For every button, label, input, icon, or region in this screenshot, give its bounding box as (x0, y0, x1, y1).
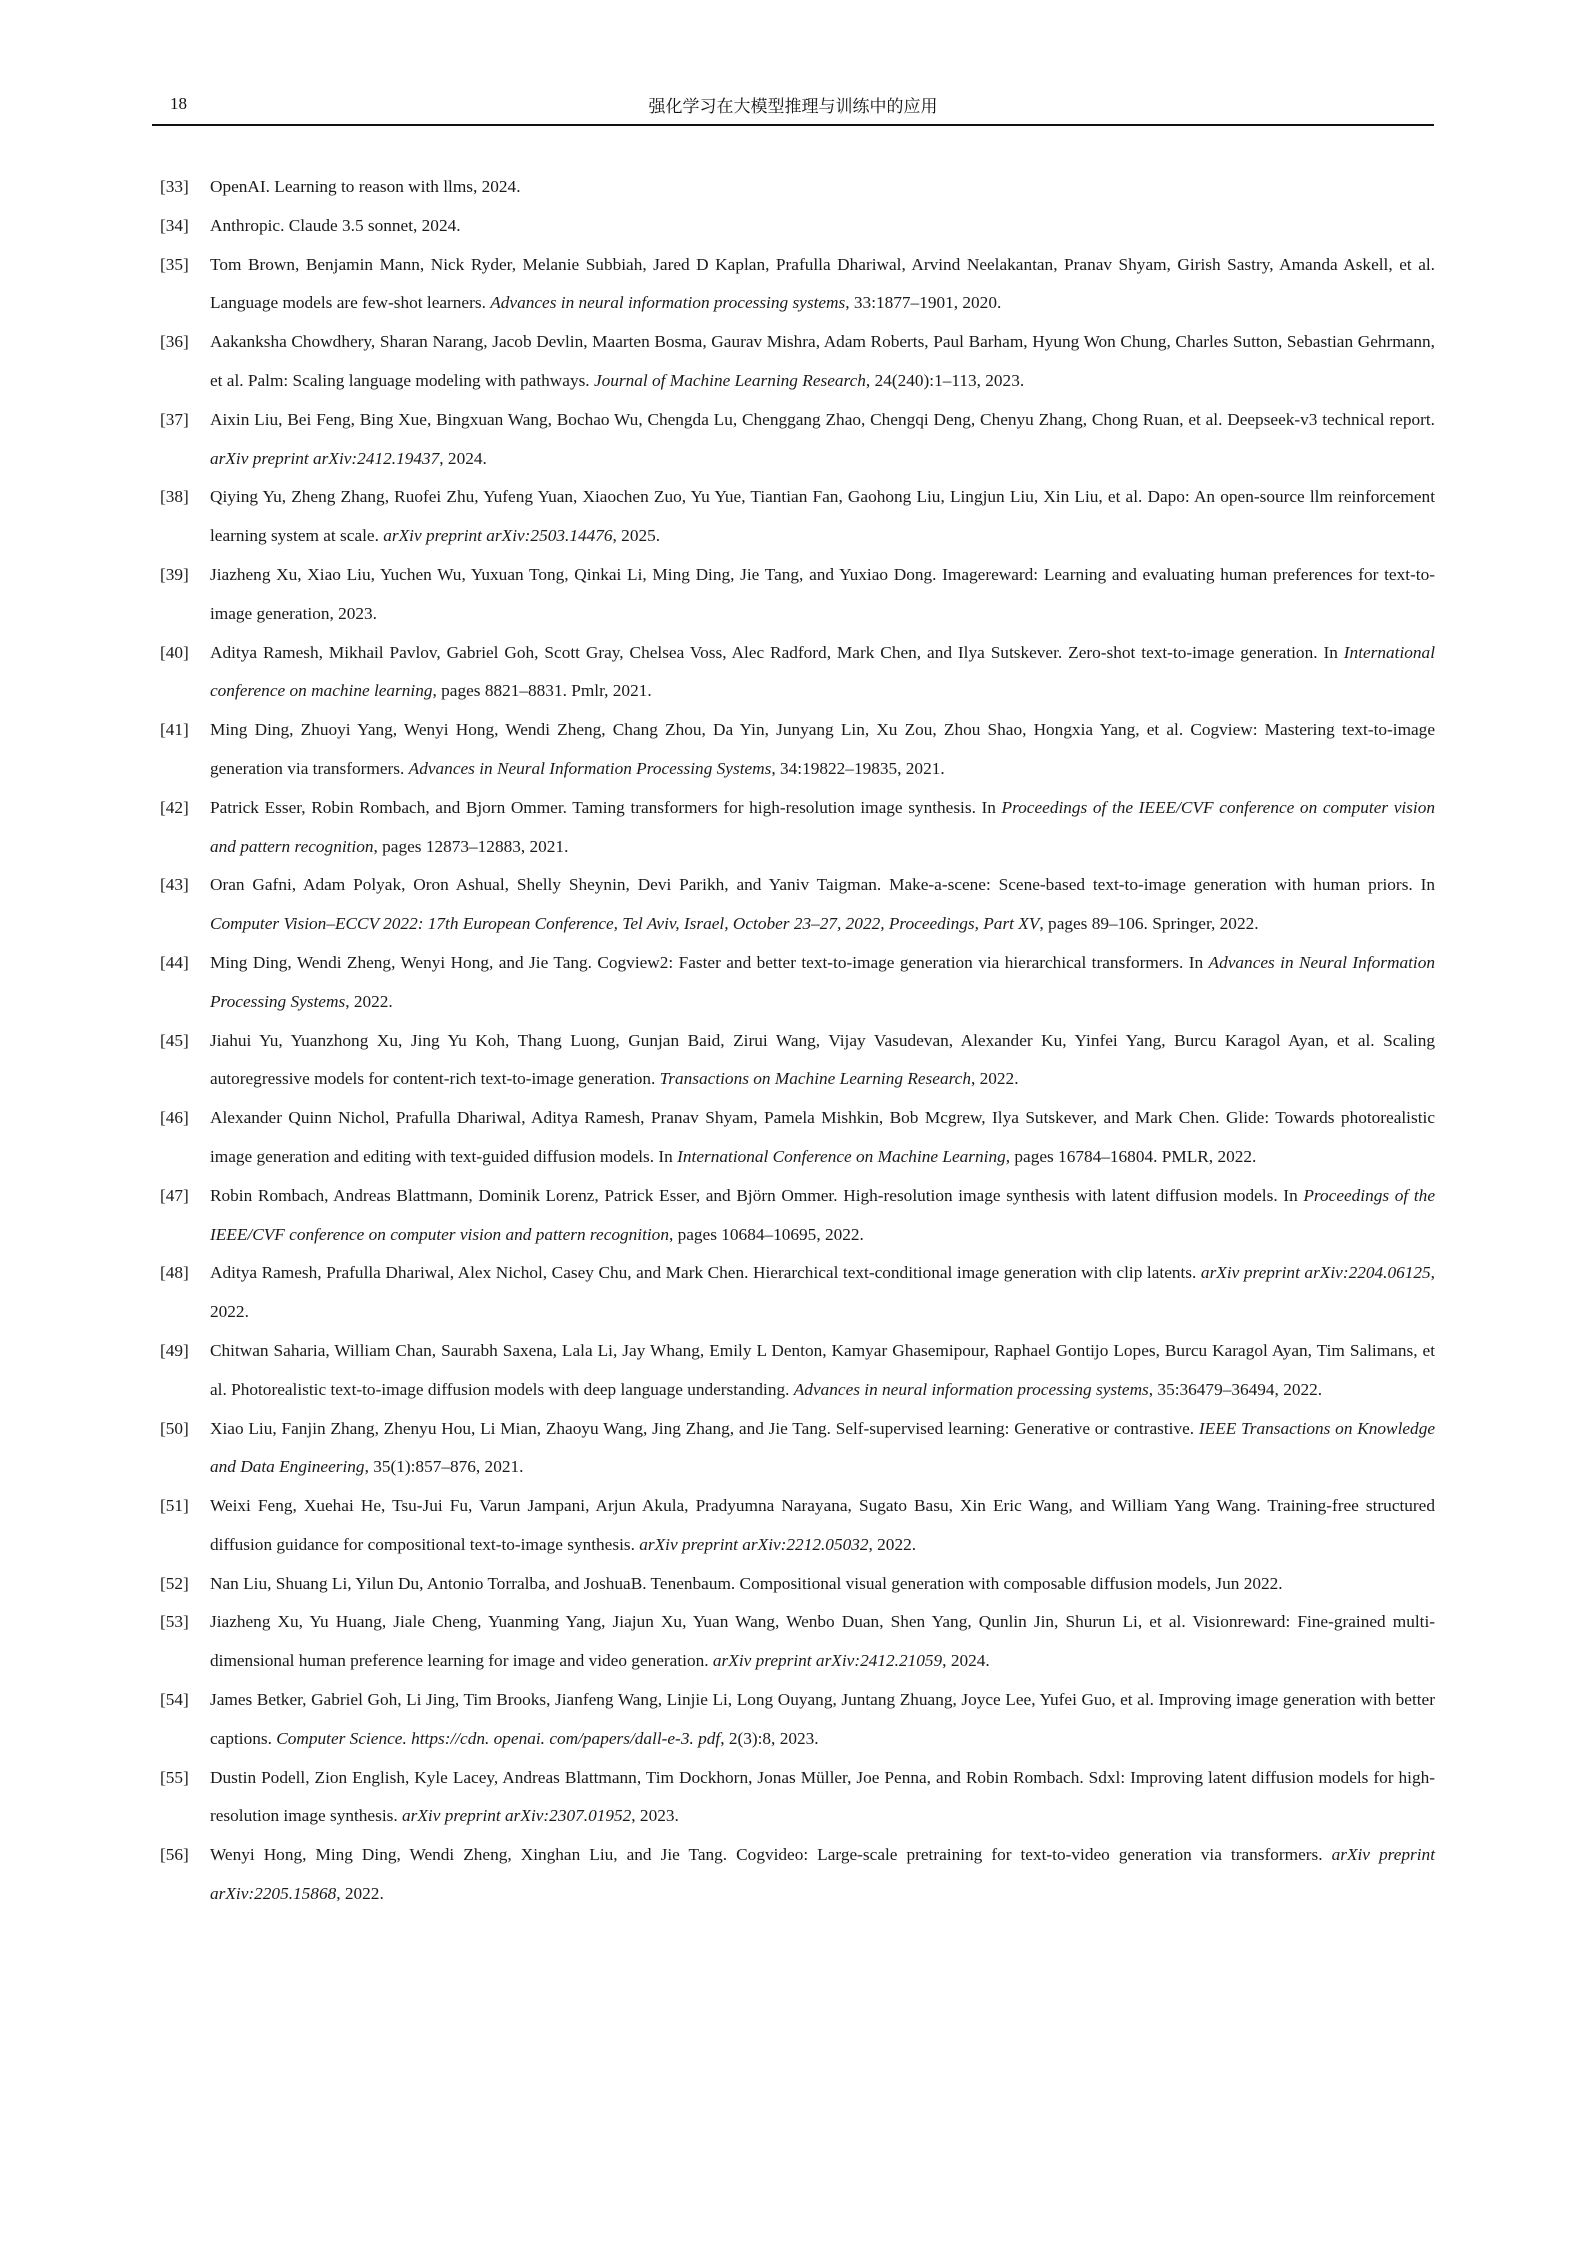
reference-authors-title: Nan Liu, Shuang Li, Yilun Du, Antonio Torralba, and JoshuaB. Tenenbaum. Compositional visual generation with composable diffusion models, Jun 2022. (210, 1573, 1283, 1593)
reference-details: , pages 16784–16804. PMLR, 2022. (1005, 1146, 1257, 1166)
reference-venue: Advances in neural information processing systems (490, 293, 846, 313)
reference-number: [44] (160, 952, 189, 972)
reference-number: [42] (160, 797, 189, 817)
reference-list (160, 168, 1435, 1914)
reference-details: , 2022. (336, 1884, 384, 1904)
reference-item (160, 1410, 1435, 1488)
reference-venue: Advances in Neural Information Processing Systems (210, 952, 1435, 1011)
reference-item (160, 401, 1435, 479)
reference-venue: International conference on machine learning (210, 642, 1435, 701)
reference-item (160, 866, 1435, 944)
reference-item (160, 246, 1435, 324)
reference-venue: Journal of Machine Learning Research (593, 370, 866, 390)
reference-authors-title: Tom Brown, Benjamin Mann, Nick Ryder, Melanie Subbiah, Jared D Kaplan, Prafulla Dhariwal, Arvind Neelakantan, Pranav Shyam, Girish Sastry, Amanda Askell, et al. Language models are few-shot learners. (210, 254, 1435, 313)
reference-number: [41] (160, 720, 189, 740)
reference-number: [46] (160, 1108, 189, 1128)
reference-authors-title: Jiazheng Xu, Yu Huang, Jiale Cheng, Yuanming Yang, Jiajun Xu, Yuan Wang, Wenbo Duan, Shen Yang, Qunlin Jin, Shurun Li, et al. Visionreward: Fine-grained multi-dimensional human preference learning for image and video generation. (210, 1612, 1435, 1671)
reference-item (160, 1836, 1435, 1914)
reference-item (160, 1332, 1435, 1410)
reference-item (160, 1603, 1435, 1681)
reference-authors-title: Dustin Podell, Zion English, Kyle Lacey, Andreas Blattmann, Tim Dockhorn, Jonas Müller, Joe Penna, and Robin Rombach. Sdxl: Improving latent diffusion models for high-resolution image synthesis. (210, 1767, 1435, 1826)
reference-details: , 2022. (868, 1534, 917, 1554)
reference-authors-title: Aditya Ramesh, Mikhail Pavlov, Gabriel Goh, Scott Gray, Chelsea Voss, Alec Radford, Mark Chen, and Ilya Sutskever. Zero-shot text-to-image generation. In (210, 642, 1344, 662)
reference-authors-title: Xiao Liu, Fanjin Zhang, Zhenyu Hou, Li Mian, Zhaoyu Wang, Jing Zhang, and Jie Tang. Self-supervised learning: Generative or contrastive. (210, 1418, 1199, 1438)
reference-number: [33] (160, 177, 189, 196)
reference-venue: arXiv preprint arXiv:2503.14476 (383, 526, 613, 546)
page-header (152, 92, 1434, 126)
reference-number: [47] (160, 1185, 189, 1205)
reference-item (160, 207, 1435, 246)
reference-item (160, 1099, 1435, 1177)
reference-venue: Computer Vision–ECCV 2022: 17th European Conference, Tel Aviv, Israel, October 23–27, 2022, Proceedings, Part XV (210, 914, 1040, 934)
reference-number: [43] (160, 875, 189, 895)
reference-authors-title: Jiazheng Xu, Xiao Liu, Yuchen Wu, Yuxuan Tong, Qinkai Li, Ming Ding, Jie Tang, and Yuxiao Dong. Imagereward: Learning and evaluating human preferences for text-to-image generation, 2023. (210, 564, 1435, 623)
reference-item (160, 1177, 1435, 1255)
reference-details: , 2(3):8, 2023. (720, 1728, 819, 1748)
reference-number: [37] (160, 409, 189, 429)
reference-number: [53] (160, 1612, 189, 1632)
header-rule (152, 124, 1434, 126)
reference-number: [56] (160, 1845, 189, 1865)
reference-number: [45] (160, 1030, 189, 1050)
reference-number: [40] (160, 642, 189, 662)
reference-details: , 33:1877–1901, 2020. (845, 293, 1002, 313)
reference-details: , pages 8821–8831. Pmlr, 2021. (432, 681, 652, 701)
reference-authors-title: Ming Ding, Zhuoyi Yang, Wenyi Hong, Wendi Zheng, Chang Zhou, Da Yin, Junyang Lin, Xu Zou, Zhou Shao, Hongxia Yang, et al. Cogview: Mastering text-to-image generation via transformers. (210, 720, 1435, 778)
reference-item (160, 711, 1435, 789)
reference-item (160, 1681, 1435, 1759)
reference-venue: arXiv preprint arXiv:2204.06125 (1200, 1263, 1431, 1283)
reference-authors-title: Ming Ding, Wendi Zheng, Wenyi Hong, and Jie Tang. Cogview2: Faster and better text-to-image generation via hierarchical transformers. In (210, 952, 1209, 972)
reference-authors-title: James Betker, Gabriel Goh, Li Jing, Tim Brooks, Jianfeng Wang, Linjie Li, Long Ouyang, Juntang Zhuang, Joyce Lee, Yufei Guo, et al. Improving image generation with better captions. (210, 1690, 1435, 1748)
reference-number: [51] (160, 1496, 189, 1516)
reference-authors-title: Aditya Ramesh, Prafulla Dhariwal, Alex Nichol, Casey Chu, and Mark Chen. Hierarchical text-conditional image generation with clip latents. (210, 1263, 1201, 1283)
reference-venue: Advances in neural information processing systems (793, 1379, 1149, 1399)
reference-venue: arXiv preprint arXiv:2412.19437 (210, 448, 440, 468)
reference-venue: arXiv preprint arXiv:2412.21059 (712, 1651, 943, 1671)
reference-venue: Proceedings of the IEEE/CVF conference on computer vision and pattern recognition (210, 797, 1435, 856)
running-title: 强化学习在大模型推理与训练中的应用 (648, 97, 938, 117)
reference-details: , 2023. (631, 1806, 679, 1826)
reference-item (160, 789, 1435, 867)
reference-number: [49] (160, 1340, 189, 1360)
reference-details: , 35:36479–36494, 2022. (1148, 1379, 1323, 1399)
reference-details: , 2022. (970, 1069, 1019, 1089)
reference-details: , 2022. (345, 991, 393, 1011)
reference-authors-title: OpenAI. Learning to reason with llms, 2024. (210, 177, 521, 196)
reference-number: [55] (160, 1767, 189, 1787)
reference-authors-title: Robin Rombach, Andreas Blattmann, Dominik Lorenz, Patrick Esser, and Björn Ommer. High-resolution image synthesis with latent diffusion models. In (210, 1185, 1304, 1205)
reference-number: [36] (160, 332, 189, 352)
reference-number: [54] (160, 1690, 189, 1710)
reference-item (160, 168, 1435, 207)
reference-details: , pages 12873–12883, 2021. (373, 836, 569, 856)
reference-venue: arXiv preprint arXiv:2205.15868 (210, 1845, 1436, 1904)
reference-venue: Computer Science. https://cdn. openai. com/papers/dall-e-3. pdf (276, 1728, 721, 1748)
reference-item (160, 323, 1435, 401)
reference-authors-title: Anthropic. Claude 3.5 sonnet, 2024. (210, 215, 461, 235)
reference-details: , 2025. (612, 526, 661, 546)
reference-number: [48] (160, 1263, 189, 1283)
reference-number: [38] (160, 487, 189, 507)
reference-authors-title: Jiahui Yu, Yuanzhong Xu, Jing Yu Koh, Thang Luong, Gunjan Baid, Zirui Wang, Vijay Vasudevan, Alexander Ku, Yinfei Yang, Burcu Karagol Ayan, et al. Scaling autoregressive models for content-rich text-to-image generation. (210, 1030, 1435, 1089)
reference-details: , 2024. (942, 1651, 990, 1671)
reference-authors-title: Aakanksha Chowdhery, Sharan Narang, Jacob Devlin, Maarten Bosma, Gaurav Mishra, Adam Roberts, Paul Barham, Hyung Won Chung, Charles Sutton, Sebastian Gehrmann, et al. Palm: Scaling language modeling with pathways. (210, 332, 1435, 390)
reference-authors-title: Oran Gafni, Adam Polyak, Oron Ashual, Shelly Sheynin, Devi Parikh, and Yaniv Taigman. Make-a-scene: Scene-based text-to-image generation with human priors. In (210, 875, 1435, 895)
reference-authors-title: Alexander Quinn Nichol, Prafulla Dhariwal, Aditya Ramesh, Pranav Shyam, Pamela Mishkin, Bob Mcgrew, Ilya Sutskever, and Mark Chen. Glide: Towards photorealistic image generation and editing with text-guided diffusion models. In (210, 1108, 1435, 1166)
reference-venue: arXiv preprint arXiv:2307.01952 (402, 1806, 632, 1826)
reference-item (160, 1487, 1435, 1565)
reference-authors-title: Patrick Esser, Robin Rombach, and Bjorn Ommer. Taming transformers for high-resolution image synthesis. In (210, 797, 1002, 817)
reference-details: , pages 10684–10695, 2022. (668, 1224, 864, 1244)
reference-number: [35] (160, 254, 189, 274)
reference-details: , 2024. (439, 448, 487, 468)
reference-item (160, 1759, 1435, 1837)
reference-number: [39] (160, 564, 189, 584)
reference-item (160, 944, 1435, 1022)
reference-venue: Advances in Neural Information Processing Systems (408, 758, 772, 778)
reference-authors-title: Qiying Yu, Zheng Zhang, Ruofei Zhu, Yufeng Yuan, Xiaochen Zuo, Yu Yue, Tiantian Fan, Gaohong Liu, Lingjun Liu, Xin Liu, et al. Dapo: An open-source llm reinforcement learning system at scale. (210, 487, 1435, 546)
reference-details: , pages 89–106. Springer, 2022. (1039, 914, 1259, 934)
reference-venue: Transactions on Machine Learning Research (659, 1069, 971, 1089)
reference-item (160, 1022, 1435, 1100)
reference-item (160, 556, 1435, 634)
reference-number: [52] (160, 1573, 189, 1593)
reference-item (160, 1254, 1435, 1332)
reference-authors-title: Weixi Feng, Xuehai He, Tsu-Jui Fu, Varun Jampani, Arjun Akula, Pradyumna Narayana, Sugato Basu, Xin Eric Wang, and William Yang Wang. Training-free structured diffusion guidance for compositional text-to-image synthesis. (210, 1496, 1435, 1554)
reference-item (160, 634, 1435, 712)
reference-venue: International Conference on Machine Learning (677, 1146, 1006, 1166)
page-number: 18 (170, 94, 187, 113)
reference-item (160, 478, 1435, 556)
reference-item (160, 1565, 1435, 1604)
reference-venue: Proceedings of the IEEE/CVF conference on computer vision and pattern recognition (210, 1185, 1435, 1244)
reference-details: , 35(1):857–876, 2021. (364, 1457, 524, 1477)
reference-venue: arXiv preprint arXiv:2212.05032 (639, 1534, 869, 1554)
reference-details: , 2022. (210, 1263, 1435, 1322)
reference-details: , 34:19822–19835, 2021. (771, 758, 945, 778)
reference-number: [34] (160, 215, 189, 235)
reference-authors-title: Aixin Liu, Bei Feng, Bing Xue, Bingxuan Wang, Bochao Wu, Chengda Lu, Chenggang Zhao, Chengqi Deng, Chenyu Zhang, Chong Ruan, et al. Deepseek-v3 technical report. (210, 409, 1435, 429)
reference-authors-title: Wenyi Hong, Ming Ding, Wendi Zheng, Xinghan Liu, and Jie Tang. Cogvideo: Large-scale pretraining for text-to-video generation via transformers. (210, 1845, 1332, 1865)
reference-authors-title: Chitwan Saharia, William Chan, Saurabh Saxena, Lala Li, Jay Whang, Emily L Denton, Kamyar Ghasemipour, Raphael Gontijo Lopes, Burcu Karagol Ayan, Tim Salimans, et al. Photorealistic text-to-image diffusion models with deep language understanding. (210, 1340, 1435, 1399)
reference-details: , 24(240):1–113, 2023. (865, 370, 1025, 390)
reference-venue: IEEE Transactions on Knowledge and Data Engineering (210, 1418, 1436, 1477)
reference-number: [50] (160, 1418, 189, 1438)
